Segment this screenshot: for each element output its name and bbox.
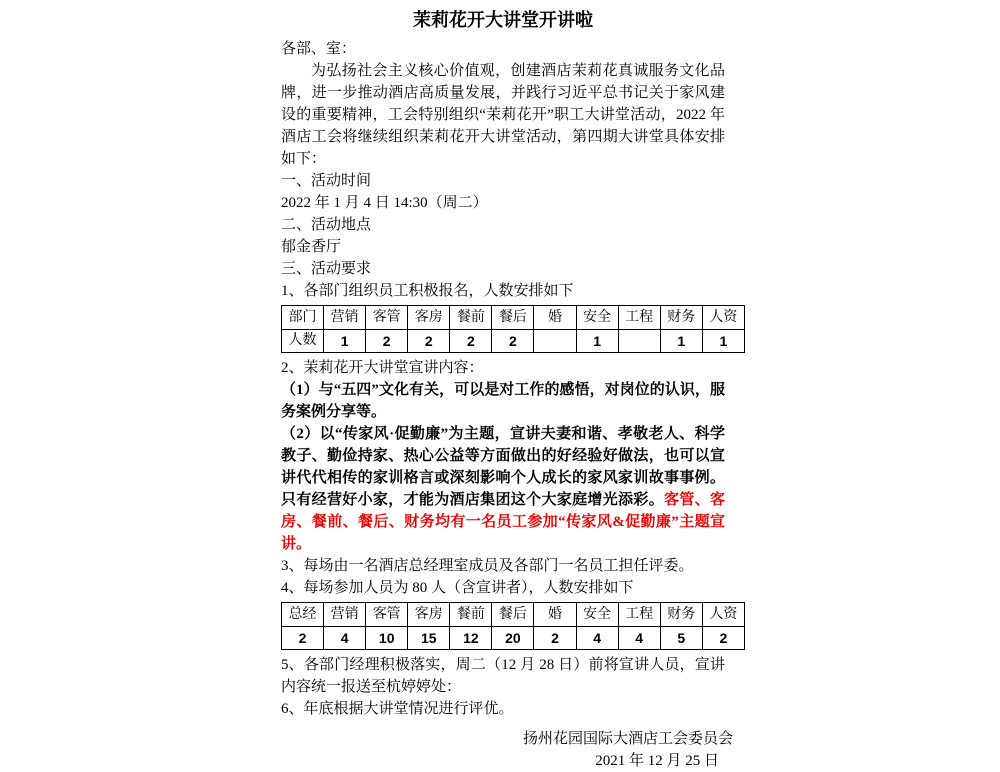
requirement-item-5: 5、各部门经理积极落实，周二（12 月 28 日）前将宣讲人员，宣讲内容统一报送至杭婷婷处： bbox=[281, 657, 725, 695]
signoff-organization: 扬州花园国际大酒店工会委员会 bbox=[522, 731, 733, 747]
table-cell-label: 餐后 bbox=[492, 603, 534, 627]
content-point-2 bbox=[281, 423, 725, 555]
table-cell-label: 餐前 bbox=[450, 603, 492, 627]
table-cell-label: 婚 bbox=[534, 603, 576, 627]
requirement-item-1: 1、各部门组织员工积极报名，人数安排如下 bbox=[281, 283, 574, 299]
table-cell-label: 工程 bbox=[618, 306, 660, 330]
table-cell-value: 20 bbox=[492, 627, 534, 650]
event-location: 郁金香厅 bbox=[281, 239, 342, 255]
section3-heading: 三、活动要求 bbox=[281, 261, 372, 277]
table-cell-label: 餐后 bbox=[492, 306, 534, 330]
event-time: 2022 年 1 月 4 日 14:30（周二） bbox=[281, 195, 488, 211]
requirement-item-3: 3、每场由一名酒店总经理室成员及各部门一名员工担任评委。 bbox=[281, 558, 694, 574]
document-title: 茉莉花开大讲堂开讲啦 bbox=[413, 10, 593, 30]
table-cell-label: 营销 bbox=[324, 603, 366, 627]
signup-table bbox=[281, 305, 745, 353]
table-cell-label: 部门 bbox=[282, 306, 324, 330]
section1-heading: 一、活动时间 bbox=[281, 173, 372, 189]
table-cell-value: 12 bbox=[450, 627, 492, 650]
content-point-1: （1）与“五四”文化有关，可以是对工作的感悟，对岗位的认识，服务案例分享等。 bbox=[281, 382, 725, 420]
table-cell-label: 婚 bbox=[534, 306, 576, 330]
table-cell-value: 2 bbox=[534, 627, 576, 650]
table-cell-value: 2 bbox=[366, 330, 408, 353]
table-cell-value: 10 bbox=[366, 627, 408, 650]
table-cell-label: 客管 bbox=[366, 603, 408, 627]
table-cell-value: 2 bbox=[282, 627, 324, 650]
table-cell-label: 营销 bbox=[324, 306, 366, 330]
table-cell-value: 4 bbox=[618, 627, 660, 650]
signoff-date: 2021 年 12 月 25 日 bbox=[595, 753, 719, 769]
document-body bbox=[281, 8, 745, 772]
table-cell-value: 5 bbox=[660, 627, 702, 650]
table-cell-value: 2 bbox=[450, 330, 492, 353]
table-row bbox=[282, 330, 745, 353]
table-cell-label: 财务 bbox=[660, 603, 702, 627]
table-cell-value: 1 bbox=[702, 330, 744, 353]
table-cell-value: 15 bbox=[408, 627, 450, 650]
table-cell-value: 2 bbox=[408, 330, 450, 353]
requirement-item-4: 4、每场参加人员为 80 人（含宣讲者），人数安排如下 bbox=[281, 580, 634, 596]
table-cell-label: 客房 bbox=[408, 306, 450, 330]
section2-heading: 二、活动地点 bbox=[281, 217, 372, 233]
table-cell-value: 2 bbox=[492, 330, 534, 353]
table-cell-label: 安全 bbox=[576, 603, 618, 627]
content-point-2-black: （2）以“传家风·促勤廉”为主题，宣讲夫妻和谐、孝敬老人、科学教子、勤俭持家、热心公益等方面做出的好经验好做法，也可以宣讲代代相传的家训格言或深刻影响个人成长的家风家训故事事例。只有经营好小家，才能为酒店集团这个大家庭增光添彩。 bbox=[281, 426, 725, 508]
table-cell-label: 人资 bbox=[702, 603, 744, 627]
table-cell-label: 客房 bbox=[408, 603, 450, 627]
table-cell-value: 2 bbox=[702, 627, 744, 650]
signoff-block bbox=[281, 728, 745, 772]
table-cell-label: 餐前 bbox=[450, 306, 492, 330]
table-cell-value: 1 bbox=[324, 330, 366, 353]
table-cell-label: 总经 bbox=[282, 603, 324, 627]
intro-paragraph: 为弘扬社会主义核心价值观，创建酒店茉莉花真诚服务文化品牌，进一步推动酒店高质量发展，并践行习近平总书记关于家风建设的重要精神，工会特别组织“茉莉花开”职工大讲堂活动，2022 年酒店工会将继续组织茉莉花开大讲堂活动，第四期大讲堂具体安排如下： bbox=[281, 63, 725, 167]
table-row bbox=[282, 603, 745, 627]
table-cell-label bbox=[534, 330, 576, 353]
requirement-item-6: 6、年底根据大讲堂情况进行评优。 bbox=[281, 701, 514, 717]
table-cell-label: 人数 bbox=[282, 330, 324, 353]
table-cell-label: 人资 bbox=[702, 306, 744, 330]
attendance-table bbox=[281, 602, 745, 650]
table-row bbox=[282, 627, 745, 650]
table-cell-value: 1 bbox=[576, 330, 618, 353]
table-cell-label bbox=[618, 330, 660, 353]
table-cell-label: 工程 bbox=[618, 603, 660, 627]
salutation: 各部、室： bbox=[281, 41, 357, 57]
table-cell-label: 财务 bbox=[660, 306, 702, 330]
requirement-item-2: 2、茉莉花开大讲堂宣讲内容： bbox=[281, 360, 484, 376]
table-cell-label: 客管 bbox=[366, 306, 408, 330]
content-point-2-red-highlight: 客管、客房、餐前、餐后、财务均有一名员工参加“传家风&促勤廉”主题宣讲。 bbox=[281, 492, 725, 552]
table-cell-value: 4 bbox=[576, 627, 618, 650]
table-cell-value: 4 bbox=[324, 627, 366, 650]
table-cell-label: 安全 bbox=[576, 306, 618, 330]
table-cell-value: 1 bbox=[660, 330, 702, 353]
table-row bbox=[282, 306, 745, 330]
